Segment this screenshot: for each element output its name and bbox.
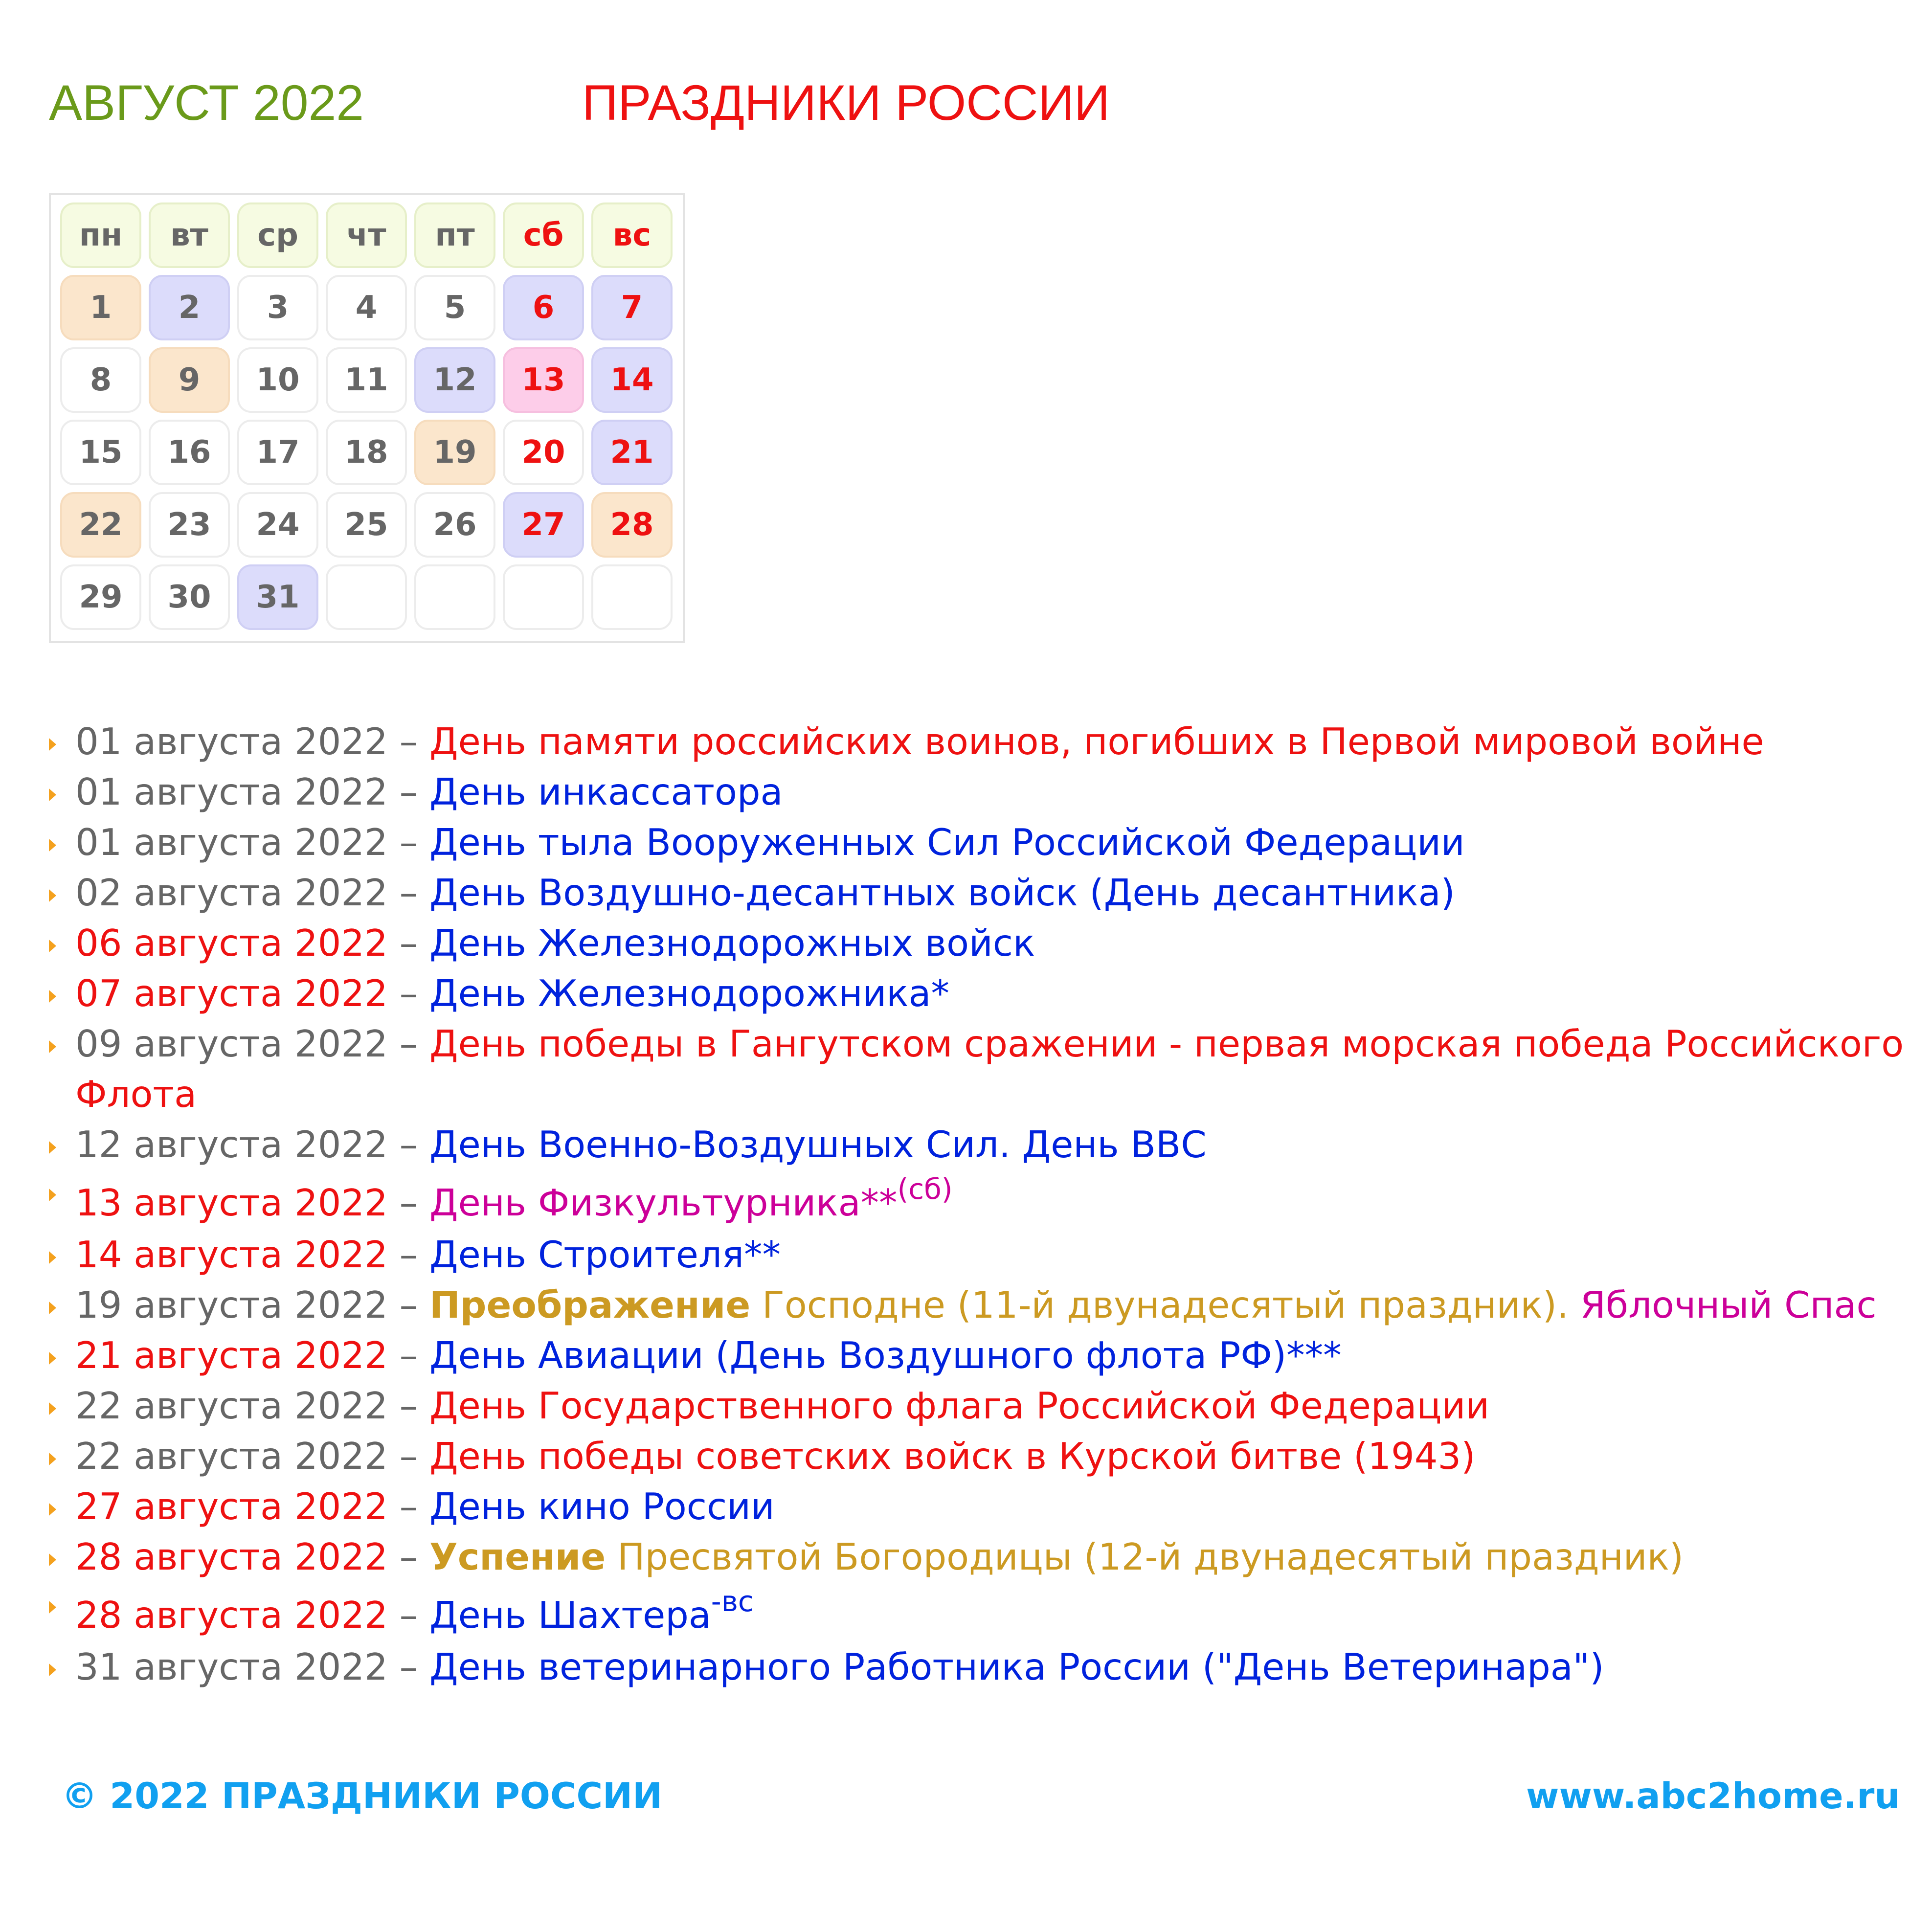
holiday-date: 01 августа 2022 [75, 720, 388, 763]
calendar-day: 14 [591, 347, 673, 413]
calendar-day: 4 [326, 275, 407, 340]
calendar-day: 6 [503, 275, 584, 340]
holiday-name: День Строителя** [429, 1233, 781, 1276]
calendar-day: 2 [149, 275, 230, 340]
holiday-item [49, 1330, 1908, 1381]
holiday-item [49, 1381, 1908, 1431]
holiday-separator: – [387, 1022, 430, 1065]
holiday-date: 09 августа 2022 [75, 1022, 388, 1065]
holiday-note: -вс [711, 1585, 754, 1618]
holiday-name: День победы в Гангутском сражении - первая морская победа Российского Флота [75, 1022, 1904, 1116]
calendar-day: 22 [60, 492, 141, 558]
weekday-header: пт [414, 202, 495, 268]
bullet-arrow-icon [49, 1553, 56, 1566]
holiday-name: День Авиации (День Воздушного флота РФ)*** [429, 1334, 1342, 1377]
holiday-date: 13 августа 2022 [75, 1181, 388, 1224]
holiday-date: 01 августа 2022 [75, 821, 388, 864]
calendar-day: 18 [326, 420, 407, 485]
calendar-day: 16 [149, 420, 230, 485]
bullet-arrow-icon [49, 1251, 56, 1264]
calendar-day: 27 [503, 492, 584, 558]
bullet-arrow-icon [49, 990, 56, 1003]
holiday-separator: – [387, 1485, 430, 1528]
holiday-name: День Железнодорожника* [429, 972, 949, 1015]
holiday-separator: – [387, 770, 430, 813]
holiday-name: День ветеринарного Работника России ("День Ветеринара") [429, 1645, 1604, 1688]
calendar-day: 15 [60, 420, 141, 485]
holiday-list [49, 717, 1908, 1692]
bullet-arrow-icon [49, 1189, 56, 1201]
weekday-header: чт [326, 202, 407, 268]
calendar-day: 5 [414, 275, 495, 340]
bullet-arrow-icon [49, 1503, 56, 1516]
calendar-day: 30 [149, 564, 230, 630]
holiday-item [49, 968, 1908, 1019]
holiday-name: Господне (11-й двунадесятый праздник). [750, 1283, 1580, 1326]
calendar-empty-cell [414, 564, 495, 630]
calendar-day: 29 [60, 564, 141, 630]
holiday-item [49, 918, 1908, 968]
holiday-date: 02 августа 2022 [75, 871, 388, 914]
calendar-day: 1 [60, 275, 141, 340]
calendar-day: 3 [237, 275, 318, 340]
holiday-separator: – [387, 1384, 430, 1427]
calendar-day: 24 [237, 492, 318, 558]
bullet-arrow-icon [49, 1352, 56, 1365]
bullet-arrow-icon [49, 1141, 56, 1154]
calendar-day: 31 [237, 564, 318, 630]
holiday-separator: – [387, 1334, 430, 1377]
holiday-item [49, 1230, 1908, 1280]
holiday-date: 06 августа 2022 [75, 921, 388, 965]
holiday-item [49, 1172, 1908, 1230]
holiday-item [49, 767, 1908, 817]
bullet-arrow-icon [49, 940, 56, 952]
calendar-day: 10 [237, 347, 318, 413]
calendar-empty-cell [591, 564, 673, 630]
holiday-item [49, 1019, 1908, 1120]
holiday-item [49, 1482, 1908, 1532]
weekday-header: пн [60, 202, 141, 268]
holiday-name: День Шахтера [429, 1594, 711, 1637]
holiday-item [49, 1585, 1908, 1642]
month-calendar [49, 193, 685, 643]
weekday-header: вт [149, 202, 230, 268]
calendar-day: 23 [149, 492, 230, 558]
calendar-day: 13 [503, 347, 584, 413]
holiday-item [49, 1532, 1908, 1582]
footer-site-link[interactable]: www.abc2home.ru [1526, 1775, 1900, 1817]
calendar-day: 28 [591, 492, 673, 558]
holiday-separator: – [387, 1645, 430, 1688]
holiday-name: День Воздушно-десантных войск (День десантника) [429, 871, 1455, 914]
month-title: АВГУСТ 2022 [49, 75, 364, 131]
holiday-note: (сб) [897, 1172, 953, 1206]
holiday-separator: – [387, 972, 430, 1015]
holiday-name: День Физкультурника** [429, 1181, 898, 1224]
holiday-name: День Государственного флага Российской Федерации [429, 1384, 1489, 1427]
holiday-name: День победы советских войск в Курской битве (1943) [429, 1435, 1476, 1478]
holiday-date: 31 августа 2022 [75, 1645, 388, 1688]
holiday-date: 14 августа 2022 [75, 1233, 388, 1276]
holiday-date: 28 августа 2022 [75, 1535, 388, 1578]
holiday-separator: – [387, 1535, 430, 1578]
bullet-arrow-icon [49, 1402, 56, 1415]
calendar-day: 19 [414, 420, 495, 485]
bullet-arrow-icon [49, 889, 56, 902]
calendar-day: 9 [149, 347, 230, 413]
holiday-separator: – [387, 921, 430, 965]
holiday-name: Пресвятой Богородицы (12-й двунадесятый праздник) [606, 1535, 1684, 1578]
holiday-item [49, 1120, 1908, 1170]
calendar-day: 8 [60, 347, 141, 413]
holiday-item [49, 717, 1908, 767]
holiday-separator: – [387, 871, 430, 914]
calendar-day: 25 [326, 492, 407, 558]
holiday-item [49, 1280, 1908, 1330]
holiday-date: 21 августа 2022 [75, 1334, 388, 1377]
holiday-date: 12 августа 2022 [75, 1123, 388, 1166]
bullet-arrow-icon [49, 1453, 56, 1465]
weekday-header: сб [503, 202, 584, 268]
holiday-separator: – [387, 1594, 430, 1637]
holiday-name: Преображение [429, 1283, 751, 1326]
bullet-arrow-icon [49, 1040, 56, 1053]
holiday-name: Яблочный Спас [1580, 1283, 1877, 1326]
page-title: ПРАЗДНИКИ РОССИИ [582, 75, 1110, 131]
holiday-separator: – [387, 720, 430, 763]
holiday-item [49, 1642, 1908, 1692]
calendar-day: 26 [414, 492, 495, 558]
holiday-date: 22 августа 2022 [75, 1435, 388, 1478]
bullet-arrow-icon [49, 839, 56, 852]
footer-copyright: © 2022 ПРАЗДНИКИ РОССИИ [62, 1775, 663, 1817]
holiday-name: День тыла Вооруженных Сил Российской Федерации [429, 821, 1465, 864]
holiday-name: День Железнодорожных войск [429, 921, 1035, 965]
holiday-name: День Военно-Воздушных Сил. День ВВС [429, 1123, 1207, 1166]
holiday-item [49, 817, 1908, 868]
holiday-date: 22 августа 2022 [75, 1384, 388, 1427]
bullet-arrow-icon [49, 788, 56, 801]
calendar-day: 20 [503, 420, 584, 485]
calendar-day: 17 [237, 420, 318, 485]
bullet-arrow-icon [49, 1663, 56, 1676]
calendar-day: 12 [414, 347, 495, 413]
holiday-name: День памяти российских воинов, погибших в Первой мировой войне [429, 720, 1764, 763]
holiday-item [49, 868, 1908, 918]
weekday-header: ср [237, 202, 318, 268]
holiday-name: День инкассатора [429, 770, 783, 813]
bullet-arrow-icon [49, 1601, 56, 1614]
holiday-separator: – [387, 1233, 430, 1276]
holiday-separator: – [387, 1123, 430, 1166]
holiday-name: Успение [429, 1535, 606, 1578]
calendar-empty-cell [326, 564, 407, 630]
calendar-day: 11 [326, 347, 407, 413]
holiday-item [49, 1431, 1908, 1482]
weekday-header: вс [591, 202, 673, 268]
holiday-date: 28 августа 2022 [75, 1594, 388, 1637]
holiday-separator: – [387, 1283, 430, 1326]
holiday-date: 19 августа 2022 [75, 1283, 388, 1326]
calendar-day: 7 [591, 275, 673, 340]
calendar-day: 21 [591, 420, 673, 485]
bullet-arrow-icon [49, 738, 56, 751]
holiday-separator: – [387, 821, 430, 864]
holiday-date: 27 августа 2022 [75, 1485, 388, 1528]
holiday-date: 01 августа 2022 [75, 770, 388, 813]
holiday-name: День кино России [429, 1485, 775, 1528]
holiday-date: 07 августа 2022 [75, 972, 388, 1015]
bullet-arrow-icon [49, 1302, 56, 1314]
holiday-separator: – [387, 1435, 430, 1478]
holiday-separator: – [387, 1181, 430, 1224]
calendar-empty-cell [503, 564, 584, 630]
